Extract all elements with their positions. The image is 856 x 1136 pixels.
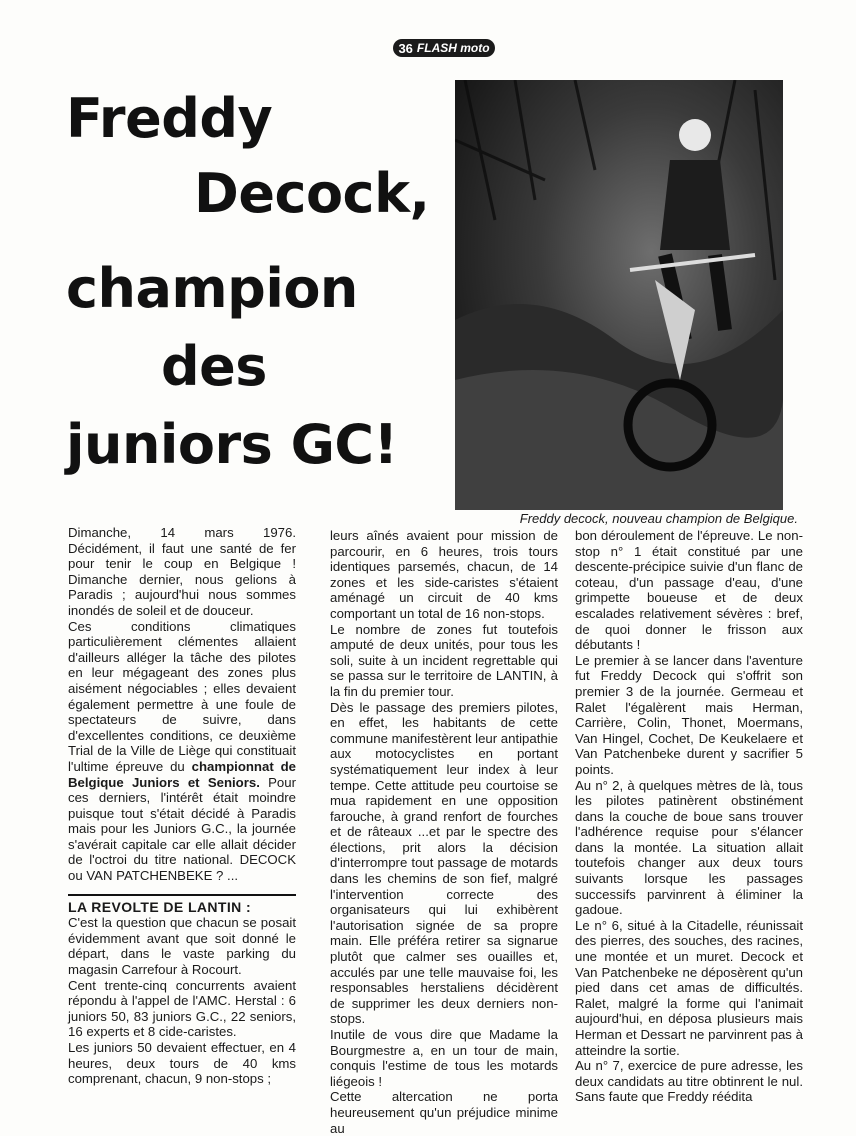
headline-line-2: Decock,	[194, 162, 430, 225]
paragraph-bold-text: championnat de Belgique Juniors et Seniors.	[68, 758, 297, 790]
rider-photo	[455, 80, 783, 510]
magazine-name: FLASH moto	[416, 41, 490, 55]
headline-line-4: des	[161, 335, 267, 398]
paragraph: Inutile de vous dire que Madame la Bourgmestre a, en un tour de main, conquis l'estime de tous les motards liégeois !	[330, 1027, 558, 1089]
paragraph	[68, 619, 296, 884]
paragraph: Dès le passage des premiers pilotes, en effet, les habitants de cette commune manifestèrent leur antipathie aux motocyclistes en portant systématiquement leur index à leur tempe. Cette attitude peu courtoise se mua rapidement en une opposition farouche, à grand renfort de fourches et de râteaux ...et par le spectre des élections, prit alors la décision d'interrompre tout passage de motards dans les chemins de son fief, malgré l'intervention correcte des organisateurs qui lui exhibèrent l'autorisation signée de sa propre main. Elle préféra retirer sa signarue plutôt que calmer ses ouailles et, acculés par une telle mauvaise foi, les responsables herstaliens décidèrent de supprimer les deux derniers non-stops.	[330, 699, 558, 1027]
paragraph: Cent trente-cinq concurrents avaient répondu à l'appel de l'AMC. Herstal : 6 juniors 50, 83 juniors G.C., 22 seniors, 16 experts et 8 cide-caristes.	[68, 977, 296, 1040]
article-column-2	[330, 528, 558, 1136]
page-header-badge	[393, 39, 495, 57]
paragraph: Le premier à se lancer dans l'aventure fut Freddy Decock qui s'offrit son premier 3 de la journée. Germeau et Ralet l'égalèrent mais Herman, Carrière, Colin, Thonet, Moermans, Van Hingel, Cochet, De Keukelaere et Van Patchenbeke durent y sacrifier 5 points.	[575, 652, 803, 777]
paragraph-text: Ces conditions climatiques particulièrement clémentes allaient d'ailleurs alléger la tâche des pilotes en leur mégageant des zones plus aisément négociables ; elles devaient également permettre à une foule de spectateurs de suivre, dans d'excellentes conditions, ce deuxième Trial de la Ville de Liège qui constituait l'ultime épreuve du	[68, 618, 296, 774]
paragraph: Le n° 6, situé à la Citadelle, réunissait des pierres, des souches, des racines, une montée et un muret. Decock et Van Patchenbeke ne déposèrent qu'un pied dans cet amas de difficultés. Ralet, malgré la forme qui l'animait aujourd'hui, en déposa plusieurs mais Herman et Dessart ne parvinrent pas à atteindre la sortie.	[575, 917, 803, 1058]
rider-photo-illustration	[455, 80, 783, 510]
paragraph: C'est la question que chacun se posait évidemment avant que soit donné le départ, dans le vaste parking du magasin Carrefour à Rocourt.	[68, 915, 296, 978]
article-column-1	[68, 525, 296, 1087]
paragraph: Cette altercation ne porta heureusement qu'un préjudice minime au	[330, 1089, 558, 1136]
headline-line-3: champion	[66, 257, 358, 320]
paragraph: Au n° 7, exercice de pure adresse, les deux candidats au titre obtinrent le nul. Sans faute que Freddy réédita	[575, 1058, 803, 1105]
photo-caption: Freddy decock, nouveau champion de Belgique.	[519, 511, 798, 526]
paragraph: Le nombre de zones fut toutefois amputé de deux unités, pour tous les soli, suite à un incident regrettable qui se passa sur le territoire de LANTIN, à la fin du premier tour.	[330, 621, 558, 699]
paragraph: Au n° 2, à quelques mètres de là, tous les pilotes patinèrent obstinément dans la couche de boue sans trouver l'adhérence requise pour s'élancer dans la montée. La situation allait toutefois changer aux deux tours suivants lorsque les passages successifs parvinrent à éliminer la gadoue.	[575, 777, 803, 918]
page-number: 36	[398, 40, 413, 56]
paragraph: Dimanche, 14 mars 1976. Décidément, il faut une santé de fer pour tenir le coup en Belgique ! Dimanche dernier, nous gelions à Paradis ; aujourd'hui nous sommes inondés de soleil et de douceur.	[68, 525, 296, 618]
paragraph: bon déroulement de l'épreuve. Le non-stop n° 1 était constitué par une descente-précipice suivie d'un flanc de coteau, d'un passage d'eau, d'une grimpette boueuse et de deux escalades relativement sévères : bref, de quoi donner le frisson aux débutants !	[575, 528, 803, 653]
article-column-3	[575, 528, 803, 1105]
paragraph: Les juniors 50 devaient effectuer, en 4 heures, deux tours de 40 kms comprenant, chacun, 9 non-stops ;	[68, 1040, 296, 1087]
section-title: LA REVOLTE DE LANTIN :	[68, 898, 252, 915]
headline-line-1: Freddy	[66, 87, 273, 150]
paragraph: leurs aînés avaient pour mission de parcourir, en 6 heures, trois tours identiques parsemés, chacun, de 14 zones et les side-caristes s'étaient aménagé un circuit de 40 kms comportant un total de 16 non-stops.	[330, 528, 558, 621]
headline-line-5: juniors GC!	[66, 413, 398, 476]
paragraph-text: Pour ces derniers, l'intérêt était moindre puisque tout s'était décidé à Paradis mais pour les Juniors G.C., la journée s'avérait capitale car elle allait décider de l'octroi du titre national. DECOCK ou VAN PATCHENBEKE ? ...	[68, 774, 296, 884]
section-rule	[68, 894, 296, 896]
